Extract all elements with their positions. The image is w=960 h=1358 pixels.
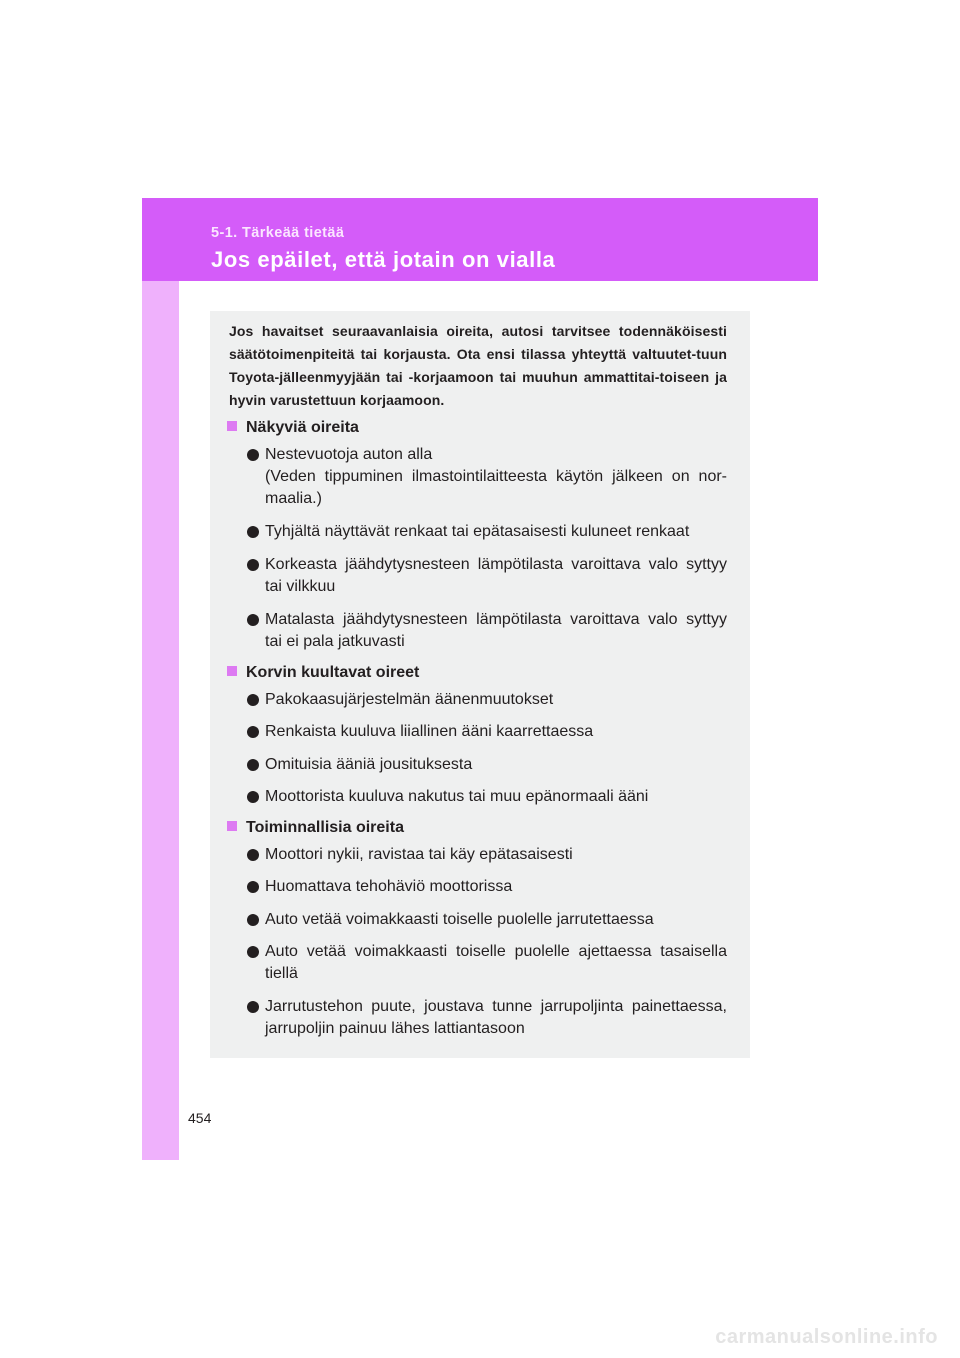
list-item-text: Nestevuotoja auton alla — [265, 446, 433, 463]
list-item-text: Korkeasta jäähdytysnesteen lämpötilasta varoittava valo syttyy tai vilkkuu — [265, 556, 727, 595]
list-item-text: Huomattava tehohäviö moottorissa — [265, 878, 513, 895]
page-title: Jos epäilet, että jotain on vialla — [211, 247, 556, 272]
list-item-note: (Veden tippuminen ilmastointilaitteesta käytön jälkeen on nor-maalia.) — [265, 468, 727, 507]
content-box — [210, 311, 750, 1058]
list-item-text: Pakokaasujärjestelmän äänenmuutokset — [265, 691, 554, 708]
list-item — [247, 444, 727, 510]
side-strip — [142, 281, 179, 1160]
list-item-text: Renkaista kuuluva liiallinen ääni kaarrettaessa — [265, 723, 594, 740]
list-item-text: Jarrutustehon puute, joustava tunne jarrupoljinta painettaessa, jarrupoljin painuu lähes lattiantasoon — [265, 998, 727, 1037]
section-heading-visible — [227, 419, 359, 437]
watermark: carmanualsonline.info — [715, 1326, 938, 1348]
circle-bullet-icon — [247, 559, 259, 571]
chapter-header — [142, 198, 818, 281]
list-item — [247, 844, 727, 866]
circle-bullet-icon — [247, 1001, 259, 1013]
circle-bullet-icon — [247, 526, 259, 538]
page-number: 454 — [188, 1110, 212, 1126]
list-item — [247, 521, 727, 543]
circle-bullet-icon — [247, 881, 259, 893]
list-item-text: Auto vetää voimakkaasti toiselle puolelle jarrutettaessa — [265, 911, 654, 928]
list-item-text: Moottorista kuuluva nakutus tai muu epänormaali ääni — [265, 788, 649, 805]
list-item-text: Moottori nykii, ravistaa tai käy epätasaisesti — [265, 846, 573, 863]
circle-bullet-icon — [247, 726, 259, 738]
circle-bullet-icon — [247, 449, 259, 461]
circle-bullet-icon — [247, 614, 259, 626]
list-item-text: Omituisia ääniä jousituksesta — [265, 756, 473, 773]
list-item — [247, 909, 727, 931]
list-item — [247, 554, 727, 598]
circle-bullet-icon — [247, 946, 259, 958]
heading-text: Korvin kuultavat oireet — [246, 664, 420, 681]
circle-bullet-icon — [247, 759, 259, 771]
list-item — [247, 754, 727, 776]
section-label: 5-1. Tärkeää tietää — [211, 225, 345, 241]
list-item — [247, 786, 727, 808]
square-bullet-icon — [227, 666, 237, 676]
circle-bullet-icon — [247, 914, 259, 926]
heading-text: Näkyviä oireita — [246, 419, 359, 436]
square-bullet-icon — [227, 821, 237, 831]
circle-bullet-icon — [247, 791, 259, 803]
square-bullet-icon — [227, 421, 237, 431]
list-item — [247, 876, 727, 898]
list-item-text: Tyhjältä näyttävät renkaat tai epätasaisesti kuluneet renkaat — [265, 523, 690, 540]
heading-text: Toiminnallisia oireita — [246, 819, 404, 836]
list-item-text: Auto vetää voimakkaasti toiselle puolelle ajettaessa tasaisella tiellä — [265, 943, 727, 982]
circle-bullet-icon — [247, 849, 259, 861]
section-heading-functional — [227, 819, 404, 837]
intro-paragraph: Jos havaitset seuraavanlaisia oireita, autosi tarvitsee todennäköisesti säätötoimenpiteitä tai korjausta. Ota ensi tilassa yhteyttä valtuutet-tuun Toyota-jälleenmyyjään tai -korjaamoon tai muuhun ammattitai-toiseen ja hyvin varustettuun korjaamoon. — [229, 323, 727, 408]
list-item — [247, 996, 727, 1040]
list-item-text: Matalasta jäähdytysnesteen lämpötilasta varoittava valo syttyy tai ei pala jatkuvasti — [265, 611, 727, 650]
list-item — [247, 609, 727, 653]
list-item — [247, 721, 727, 743]
section-heading-audible — [227, 664, 419, 682]
list-item — [247, 941, 727, 985]
list-item — [247, 689, 727, 711]
circle-bullet-icon — [247, 694, 259, 706]
